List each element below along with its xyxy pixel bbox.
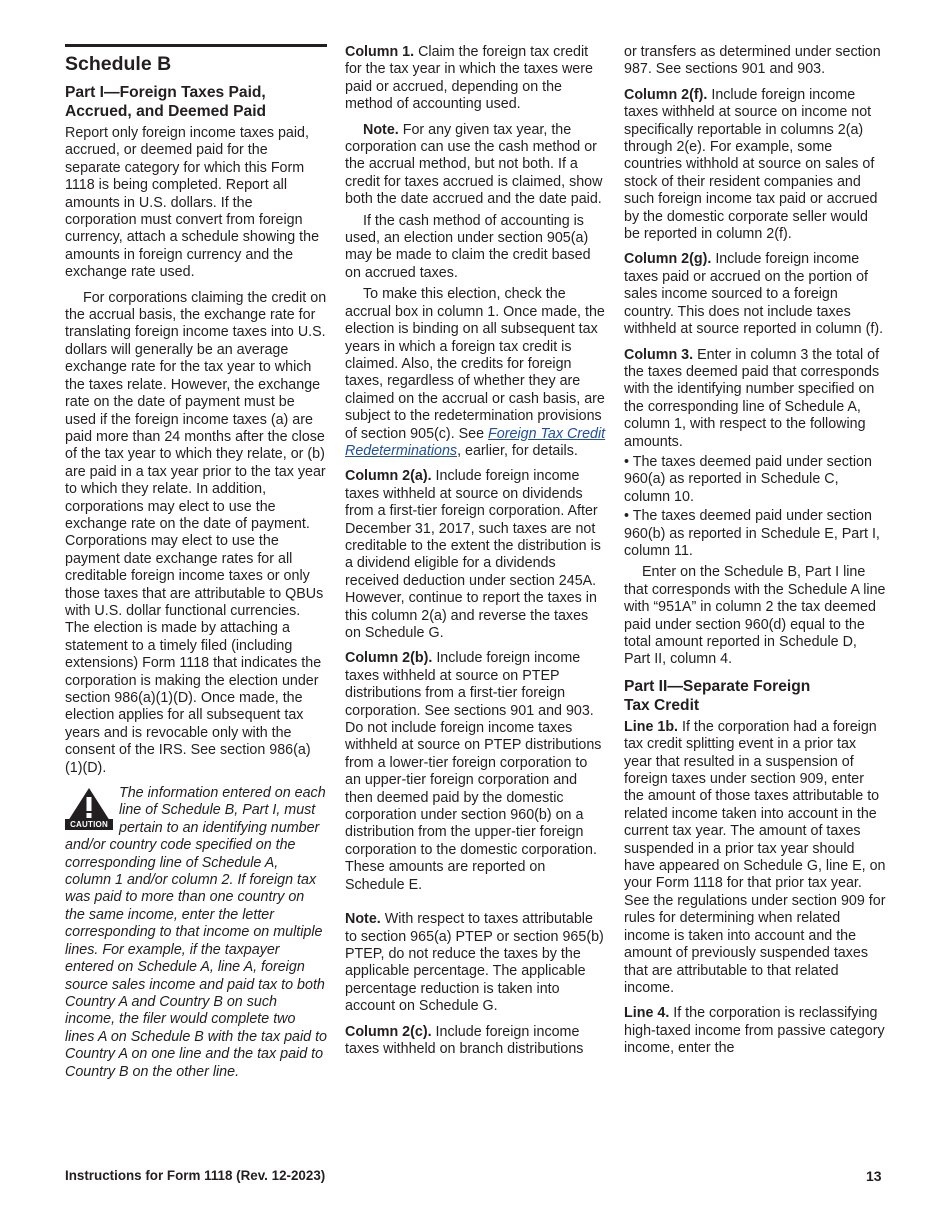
column-2c-paragraph <box>345 1024 607 1059</box>
intro-paragraph: Report only foreign income taxes paid, accrued, or deemed paid for the separate category for which this Form 1118 is being completed. Report all amounts in U.S. dollars. If the corporation must convert from foreign currency, attach a schedule showing the amounts in foreign currency and the exchange rate used. <box>65 125 320 281</box>
caution-note <box>65 785 327 1081</box>
line-1b-text: If the corporation had a foreign tax credit splitting event in a prior tax year that resulted in a suspension of foreign taxes under section 909, enter the amount of those taxes attributable to related income taken into account in the current tax year. The amount of taxes suspended in a prior tax year should have appeared on Schedule G, line E, on your Form 1118 for that prior tax year. See the regulations under section 909 for rules for determining when related income is taken into account and the amount of previously suspended taxes that are attributable to that related income. <box>624 718 886 996</box>
caution-label: CAUTION <box>65 819 113 830</box>
note-ptep-lead: Note. <box>345 911 381 928</box>
note-ptep-text: With respect to taxes attributable to section 965(a) PTEP or section 965(b) PTEP, do not reduce the taxes by the applicable percentage. The applicable percentage reduction is taken into account on Schedule G. <box>345 911 604 1015</box>
column-2a-lead: Column 2(a). <box>345 468 432 485</box>
foreign-tax-credit-redeterminations-link[interactable]: Foreign Tax Credit Redeterminations <box>345 425 606 459</box>
footer-form-title: Instructions for Form 1118 (Rev. 12-2023) <box>65 1168 326 1183</box>
column-2f-paragraph <box>624 87 886 244</box>
column-left <box>65 44 327 1081</box>
exchange-rate-paragraph: For corporations claiming the credit on the accrual basis, the exchange rate for translating foreign income taxes into U.S. dollars will generally be an average exchange rate for the tax year to which the taxes relate. However, the exchange rate on the date of payment must be used if the foreign income taxes (a) are paid more than 24 months after the close of the tax year to which they relate, or (b) are paid in a tax year prior to the tax year to which they relate. In addition, corporations may elect to use the exchange rate on the date of payment. Corporations may elect to use the payment date exchange rates for all creditable foreign income taxes or only those taxes that are attributable to QBUs with U.S. dollar functional currencies. The election is made by attaching a statement to a timely filed (including extensions) Form 1118 that indicates the corporation is making the election under section 986(a)(1)(D). Once made, the election applies for all subsequent tax years and is revocable only with the consent of the IRS. See section 986(a)(1)(D). <box>65 289 327 776</box>
column-2g-lead: Column 2(g). <box>624 251 712 268</box>
column-2a-text: Include foreign income taxes withheld at source on dividends from a first-tier foreign corporation. After December 31, 2017, such taxes are not creditable to the extent the distribution is a dividend eligible for a dividends received deduction under section 245A. However, continue to report the taxes in this column 2(a) and reverse the taxes on Schedule G. <box>345 468 601 641</box>
column-1-paragraph <box>345 44 607 114</box>
note-cash-accrual <box>345 122 607 209</box>
caution-text: The information entered on each line of Schedule B, Part I, must pertain to an identifying number and/or country code specified on the corresponding line of Schedule A, column 1 and/or column 2. If foreign tax was paid to more than one country on the same income, enter the letter corresponding to that income on multiple lines. For example, if the taxpayer entered on Schedule A, line A, foreign source sales income and paid tax to both Country A and Country B on such income, the filer would complete two lines A on Schedule B with the tax paid to Country A on one line and the tax paid to Country B on the other line. <box>65 785 328 1080</box>
line-4-paragraph <box>624 1005 886 1057</box>
column-2c-text: Include foreign income taxes withheld on branch distributions <box>345 1023 584 1057</box>
column-2g-paragraph <box>624 251 886 338</box>
schedule-title: Schedule B <box>65 53 172 75</box>
column-2b-lead: Column 2(b). <box>345 650 433 667</box>
note-lead: Note. <box>363 121 399 138</box>
page-number: 13 <box>866 1168 882 1184</box>
column-2a-paragraph <box>345 468 607 642</box>
bullet-list <box>624 454 886 560</box>
column-2b-text: Include foreign income taxes withheld at source on PTEP distributions from a first-tier foreign corporation. See sections 901 and 903. Do not include foreign income taxes withheld at source on PTEP distributions from a lower-tier foreign corporation to an upper-tier foreign corporation and then deemed paid by the domestic corporation under section 960(b) on a distribution from the upper-tier foreign corporation to the domestic corporation. These amounts are reported on Schedule E. <box>345 650 602 893</box>
line-4-text: If the corporation is reclassifying high-taxed income from passive category income, enter the <box>624 1005 885 1057</box>
column-3-text: Enter in column 3 the total of the taxes deemed paid that corresponds with the identifying number specified on the corresponding line of Schedule A, column 1, with respect to the following amounts. <box>624 346 880 450</box>
part-1-heading: Part I—Foreign Taxes Paid, Accrued, and Deemed Paid <box>65 84 267 120</box>
column-3-paragraph <box>624 347 886 451</box>
line-1b-paragraph <box>624 719 886 998</box>
part-2-heading: Part II—Separate Foreign Tax Credit <box>624 677 811 714</box>
note-text: For any given tax year, the corporation can use the cash method or the accrual method, but not both. If a credit for taxes accrued is claimed, show both the date accrued and the date paid. <box>345 121 603 208</box>
column-3-lead: Column 3. <box>624 346 694 363</box>
election-text-end: , earlier, for details. <box>457 442 578 459</box>
continued-paragraph: or transfers as determined under section 987. See sections 901 and 903. <box>624 44 881 78</box>
column-1-text: Claim the foreign tax credit for the tax year in which the taxes were paid or accrued, depending on the method of accounting used. <box>345 44 593 113</box>
column-2c-lead: Column 2(c). <box>345 1023 432 1040</box>
line-4-lead: Line 4. <box>624 1005 670 1022</box>
column-1-lead: Column 1. <box>345 44 415 60</box>
column-2b-paragraph <box>345 650 607 894</box>
caution-icon <box>65 786 113 830</box>
list-item: • The taxes deemed paid under section 960(a) as reported in Schedule C, column 10. <box>624 453 872 505</box>
section-960d-paragraph: Enter on the Schedule B, Part I line that corresponds with the Schedule A line with “951A” in column 2 the tax deemed paid under section 960(d) equal to the total amount reported in Schedule D, Part II, column 4. <box>624 564 886 668</box>
note-ptep-paragraph <box>345 911 607 1015</box>
column-2f-lead: Column 2(f). <box>624 86 708 103</box>
election-text: To make this election, check the accrual box in column 1. Once made, the election is binding on all subsequent tax years in which a foreign tax credit is claimed. Also, the credits for foreign taxes, regardless of whether they are claimed on the accrual or cash basis, are subject to the redetermination provisions of section 905(c). See <box>345 286 605 442</box>
cash-method-paragraph: If the cash method of accounting is used, an election under section 905(a) may be made to claim the credit based on accrued taxes. <box>345 212 591 281</box>
line-1b-lead: Line 1b. <box>624 718 679 735</box>
column-right <box>624 44 886 1066</box>
column-2f-text: Include foreign income taxes withheld at source on income not specifically reportable in columns 2(a) through 2(e). For example, some countries withhold at source on sales of stock of their resident companies and such foreign income tax paid or accrued by the domestic corporate seller would be reported in column 2(f). <box>624 86 878 243</box>
election-paragraph <box>345 286 607 460</box>
list-item: • The taxes deemed paid under section 960(b) as reported in Schedule E, Part I, column 11. <box>624 508 880 559</box>
column-2g-text: Include foreign income taxes paid or accrued on the portion of sales income sourced to a foreign country. This does not include taxes withheld at source reported in column (f). <box>624 251 884 338</box>
column-middle <box>345 44 607 1066</box>
